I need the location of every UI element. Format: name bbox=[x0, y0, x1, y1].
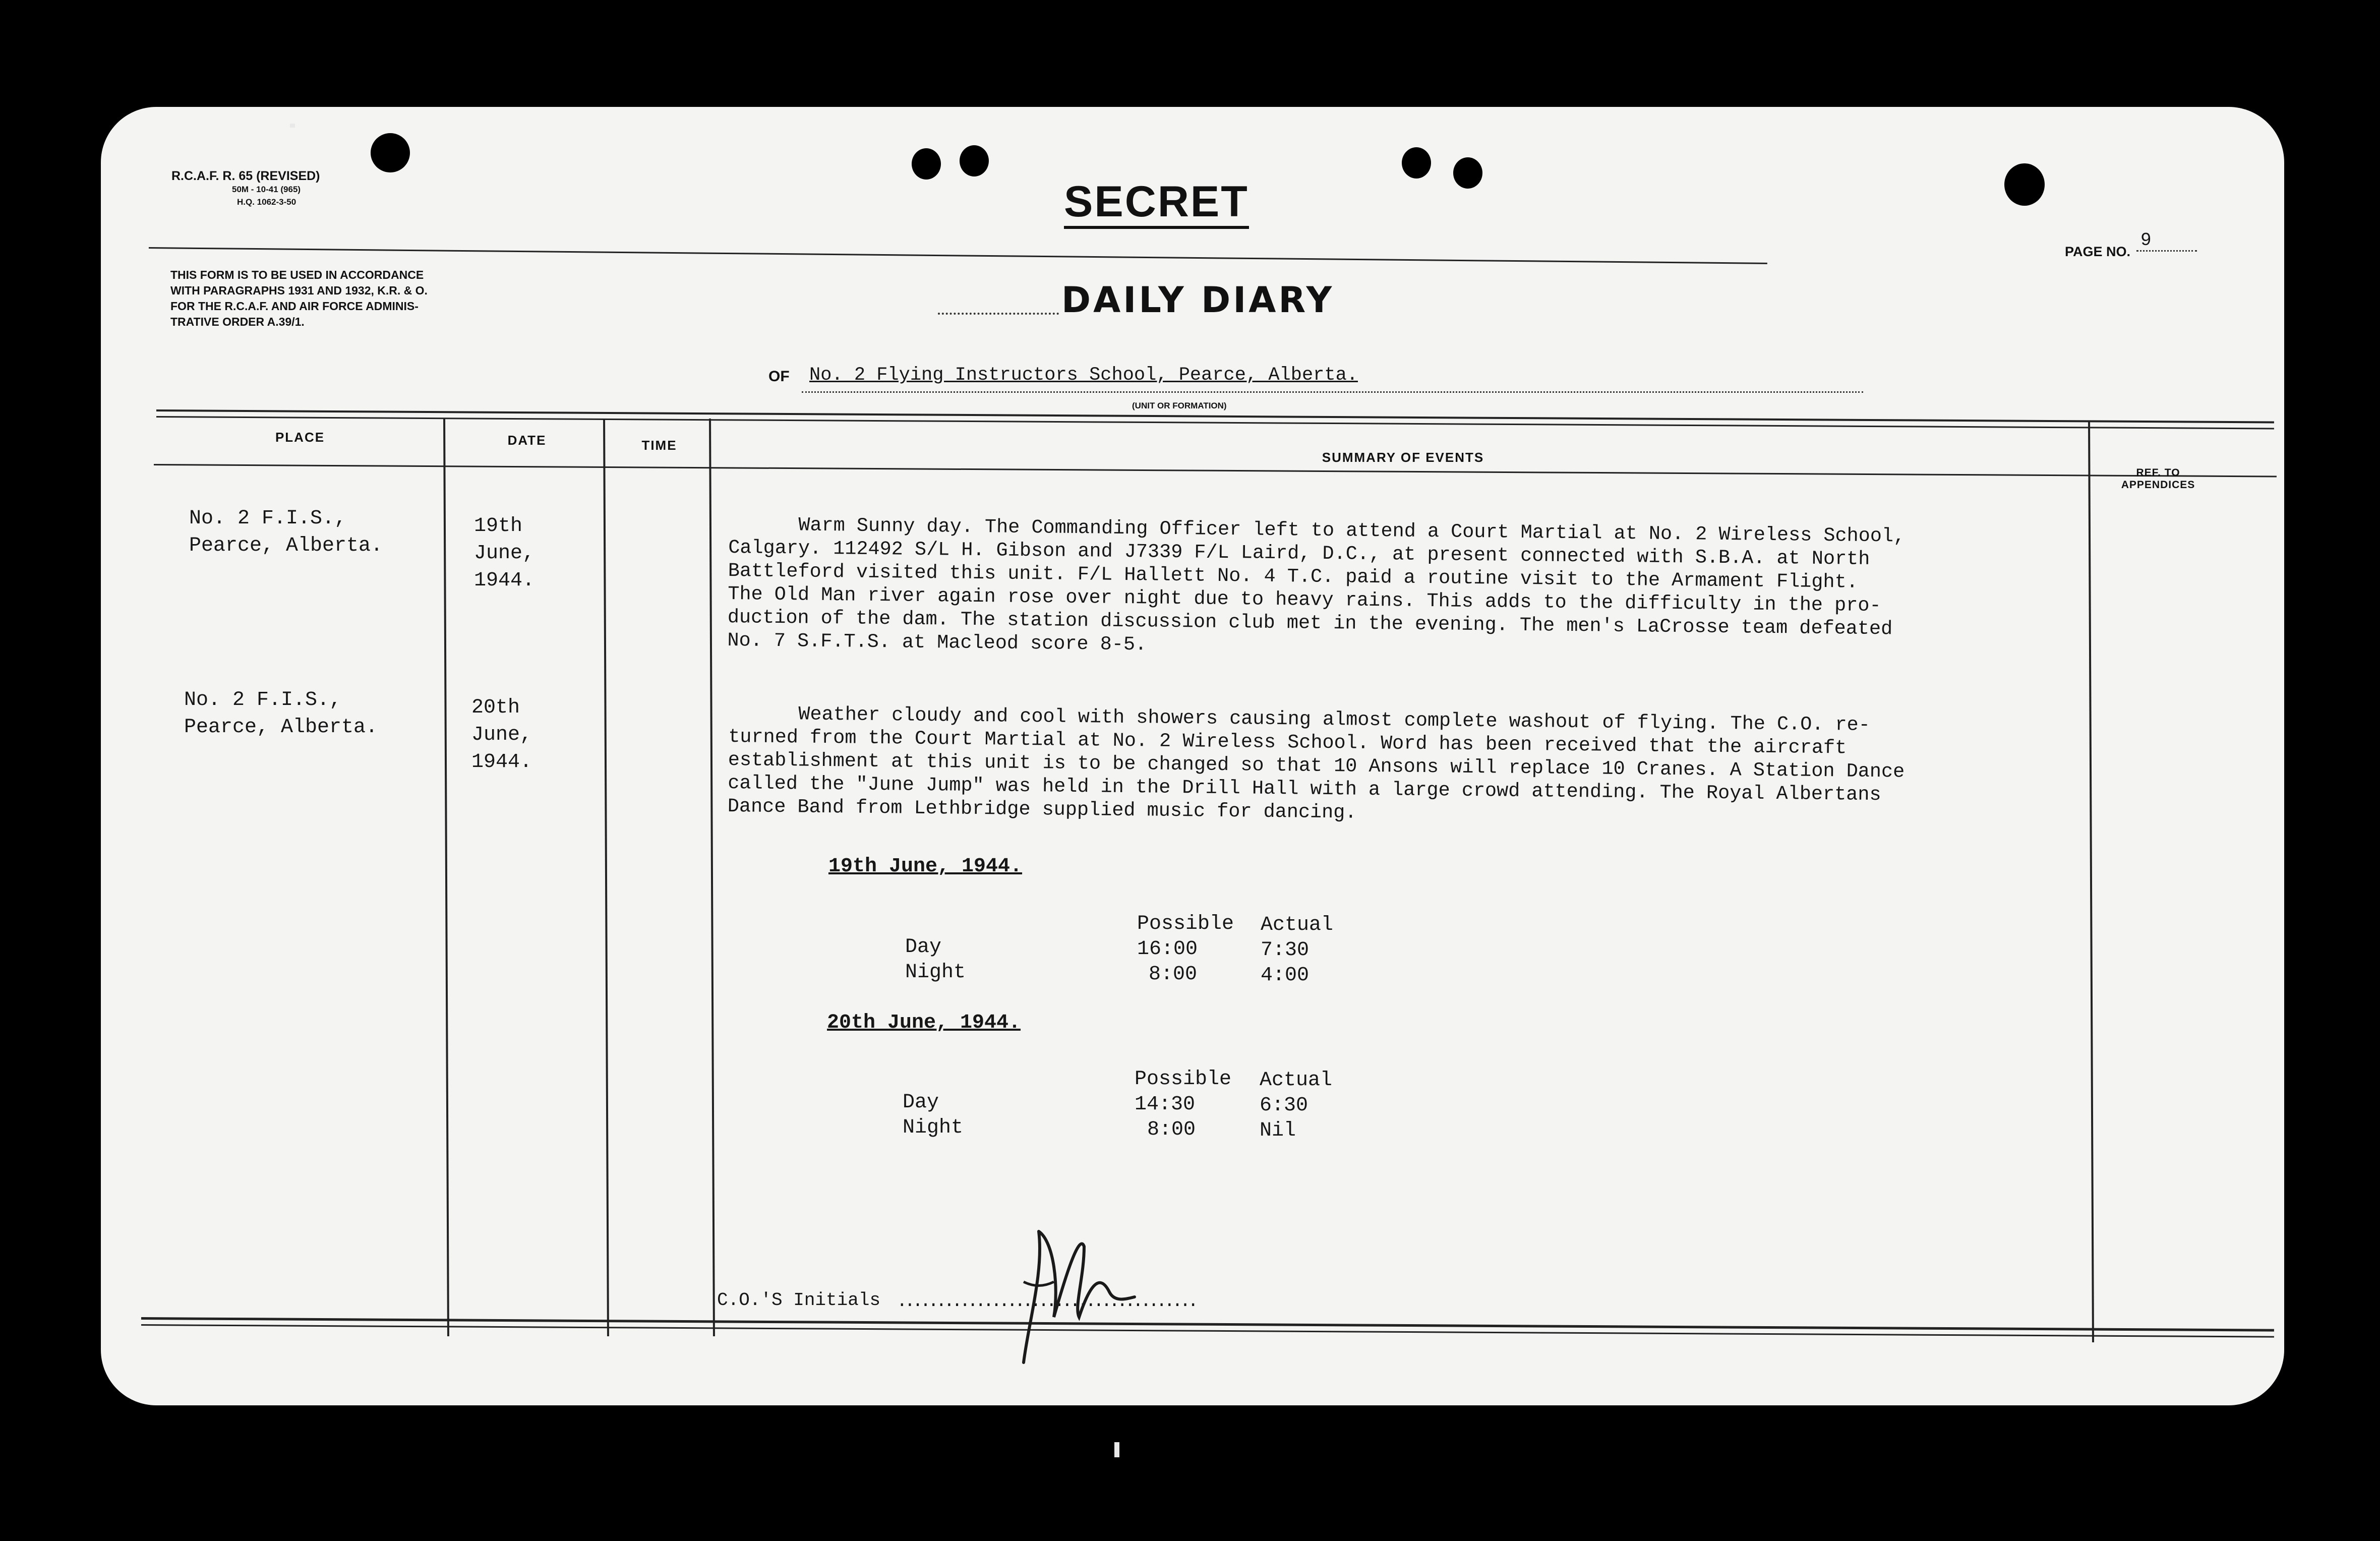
punch-hole bbox=[1453, 157, 1482, 189]
column-header-rule bbox=[154, 464, 2277, 478]
hours-possible: 16:00 bbox=[1137, 938, 1198, 961]
usage-note-line: THIS FORM IS TO BE USED IN ACCORDANCE bbox=[170, 268, 424, 281]
usage-note-line: WITH PARAGRAPHS 1931 AND 1932, K.R. & O. bbox=[170, 284, 428, 297]
classification-heading: SECRET bbox=[1064, 177, 1249, 229]
hours-row-label: Day bbox=[905, 936, 942, 959]
table-top-rule-2 bbox=[156, 416, 2274, 429]
hours-row-label: Night bbox=[905, 961, 966, 984]
column-header-time: TIME bbox=[641, 438, 677, 453]
usage-note-line: TRATIVE ORDER A.39/1. bbox=[170, 315, 305, 328]
entry-summary: Weather cloudy and cool with showers causing almost complete washout of flying. The C.O. re- turned from the Court Martial at No. 2 Wireless School. Word has been received that the aircraft establishment at this unit is to be changed so that 10 Ansons will replace 10 Cranes. A Station Dance called the "June Jump" was held in the Drill Hall with a large crowd attending. The Royal Albertans Dance Band from Lethbridge supplied music for dancing. bbox=[727, 702, 1905, 824]
hours-col-possible: Possible bbox=[1137, 913, 1234, 935]
hours-actual: 7:30 bbox=[1261, 939, 1310, 962]
table-bottom-rule-2 bbox=[141, 1324, 2274, 1338]
hours-actual: Nil bbox=[1260, 1119, 1296, 1142]
column-rule bbox=[709, 419, 715, 1336]
hours-row-label: Day bbox=[903, 1091, 939, 1114]
entry-place: No. 2 F.I.S., Pearce, Alberta. bbox=[184, 689, 378, 739]
edge-mark bbox=[1114, 1442, 1119, 1457]
ref-line-2: APPENDICES bbox=[2121, 479, 2195, 491]
initials-leader: ...................................... bbox=[897, 1291, 1196, 1312]
edge-mark bbox=[290, 124, 295, 128]
initials-label: C.O.'S Initials bbox=[717, 1290, 881, 1311]
column-rule bbox=[443, 419, 449, 1336]
form-code: R.C.A.F. R. 65 (REVISED) bbox=[171, 169, 320, 183]
column-header-date: DATE bbox=[507, 433, 547, 448]
print-line-2: H.Q. 1062-3-50 bbox=[237, 197, 296, 207]
column-rule bbox=[603, 419, 609, 1336]
hours-col-possible: Possible bbox=[1135, 1068, 1232, 1091]
hours-heading: 20th June, 1944. bbox=[827, 1012, 1021, 1034]
hours-actual: 6:30 bbox=[1260, 1094, 1308, 1117]
of-label: OF bbox=[768, 368, 790, 385]
punch-hole bbox=[2004, 163, 2045, 206]
column-header-place: PLACE bbox=[275, 430, 325, 445]
page-label: PAGE NO. bbox=[2065, 244, 2131, 259]
column-header-ref bbox=[2093, 467, 2224, 491]
usage-note bbox=[170, 267, 428, 330]
punch-hole bbox=[960, 145, 989, 176]
page-number-value: 9 bbox=[2140, 230, 2152, 251]
co-signature bbox=[1008, 1211, 1140, 1378]
diary-form-card bbox=[101, 107, 2284, 1405]
hours-col-actual: Actual bbox=[1260, 1069, 1333, 1092]
signature-scribble bbox=[1008, 1211, 1140, 1378]
punch-hole bbox=[912, 148, 941, 180]
column-header-summary: SUMMARY OF EVENTS bbox=[1322, 450, 1484, 465]
hours-actual: 4:00 bbox=[1261, 964, 1310, 987]
usage-note-line: FOR THE R.C.A.F. AND AIR FORCE ADMINIS- bbox=[170, 300, 419, 313]
diary-title: DAILY DIARY bbox=[1061, 279, 1335, 321]
entry-date: 19th June, 1944. bbox=[474, 515, 535, 592]
print-line-1: 50M - 10-41 (965) bbox=[232, 185, 301, 194]
ref-line-1: REF. TO bbox=[2136, 467, 2180, 479]
hours-heading: 19th June, 1944. bbox=[828, 855, 1023, 878]
column-rule bbox=[2088, 422, 2094, 1342]
hours-row-label: Night bbox=[903, 1116, 964, 1139]
punch-hole bbox=[371, 133, 410, 172]
entry-place: No. 2 F.I.S., Pearce, Alberta. bbox=[189, 507, 383, 557]
hours-possible: 8:00 bbox=[1147, 1118, 1196, 1141]
punch-hole bbox=[1402, 147, 1431, 179]
unit-caption: (UNIT OR FORMATION) bbox=[1132, 401, 1227, 410]
unit-name: No. 2 Flying Instructors School, Pearce, Alberta. bbox=[809, 365, 1358, 386]
hours-possible: 8:00 bbox=[1149, 963, 1198, 986]
table-bottom-rule bbox=[141, 1317, 2274, 1332]
entry-date: 20th June, 1944. bbox=[471, 696, 532, 774]
page-number bbox=[2136, 231, 2197, 252]
hours-col-actual: Actual bbox=[1261, 914, 1334, 936]
hours-possible: 14:30 bbox=[1135, 1093, 1196, 1116]
entry-summary: Warm Sunny day. The Commanding Officer left to attend a Court Martial at No. 2 Wireless School, Calgary. 112492 S/L H. Gibson and J7339 F/L Laird, D.C., at present connected with S.B.A. at North Battleford visited this unit. F/L Hallett No. 4 T.C. paid a routine visit to the Armament Flight. The Old Man river again rose over night due to heavy rains. This adds to the difficulty in the pro- duction of the dam. The station discussion club met in the evening. The men's LaCrosse team defeated No. 7 S.F.T.S. at Macleod score 8-5. bbox=[727, 513, 1906, 656]
header-rule bbox=[149, 247, 1767, 264]
title-leader bbox=[938, 313, 1059, 315]
